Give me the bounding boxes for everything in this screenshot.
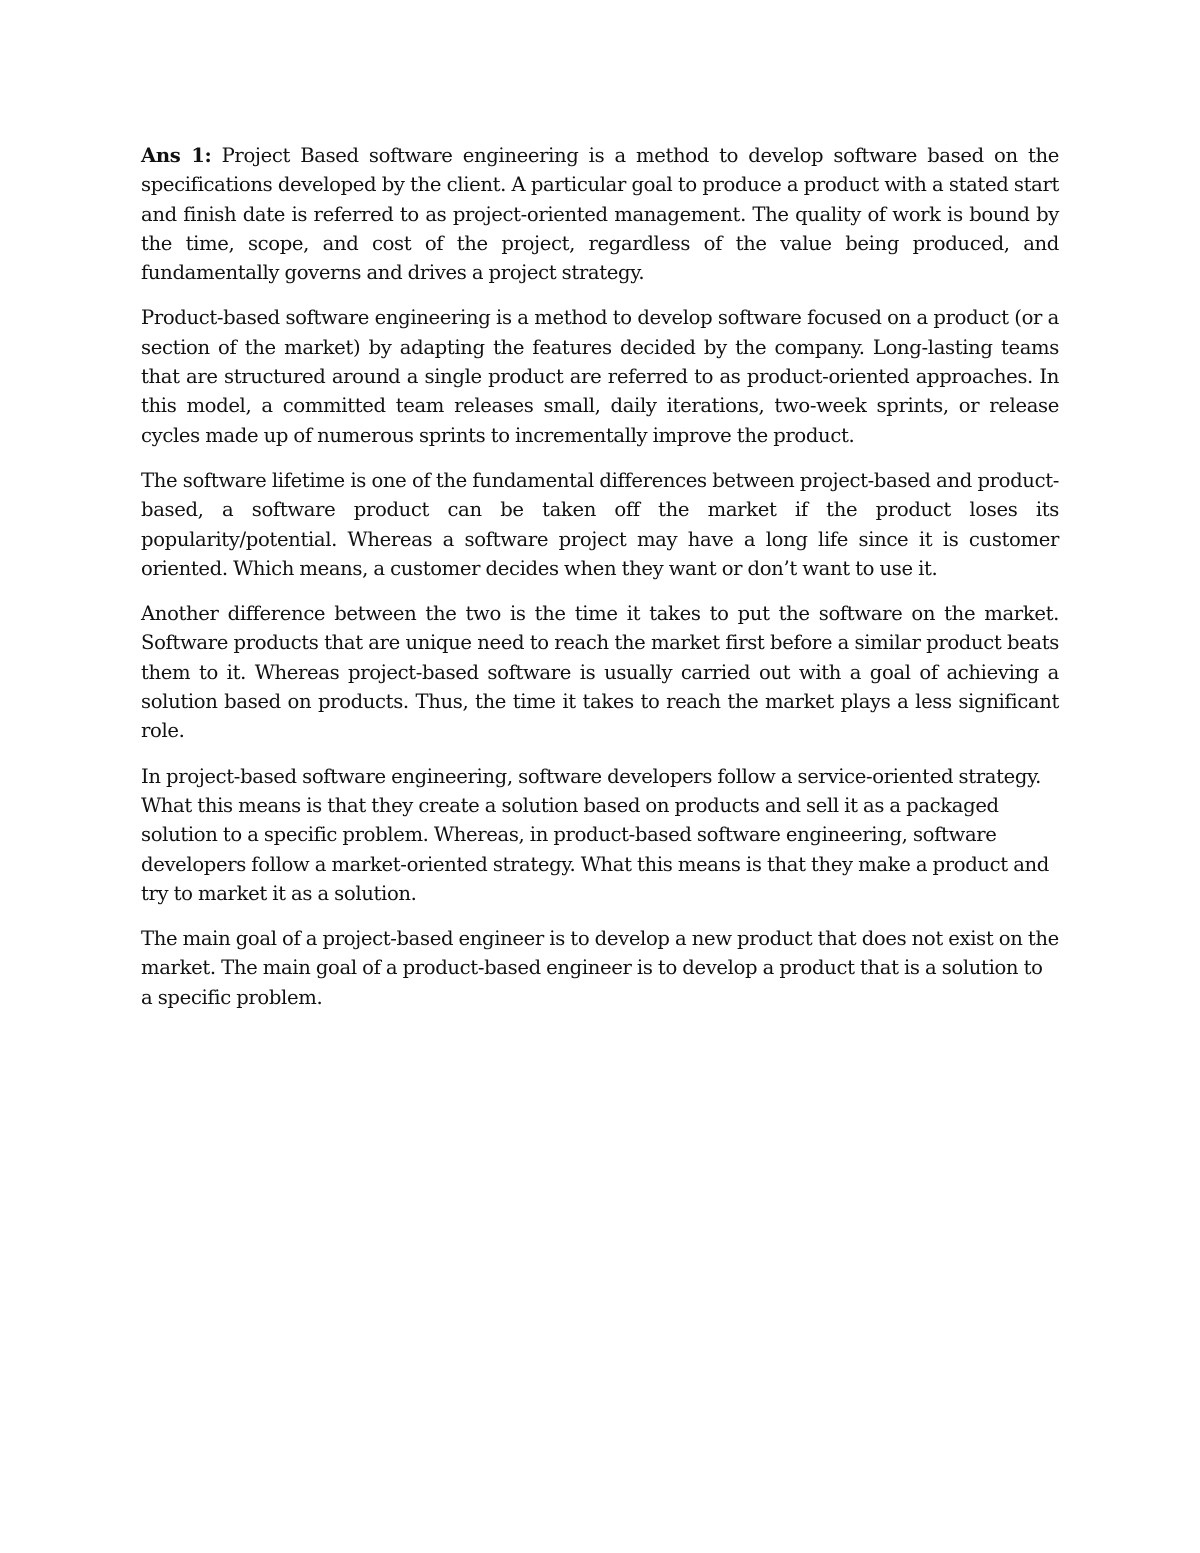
paragraph-2: Product-based software engineering is a method to develop software focused on a product (or a section of the market) by adapting the features decided by the company. Long-lasting teams that are structured around a single product are referred to as product-oriented approaches. In this model, a committed team releases small, daily iterations, two-week sprints, or release cycles made up of numerous sprints to incrementally improve the product. <box>141 306 1059 447</box>
paragraph-4: Another difference between the two is the time it takes to put the software on the market. Software products that are unique need to reach the market first before a similar product beats them to it. Whereas project-based software is usually carried out with a goal of achieving a solution based on products. Thus, the time it takes to reach the market plays a less significant role. <box>141 602 1059 743</box>
paragraph-3: The software lifetime is one of the fundamental differences between project-based and product-based, a software product can be taken off the market if the product loses its popularity/potential. Whereas a software project may have a long life since it is customer oriented. Which means, a customer decides when they want or don’t want to use it. <box>141 468 1059 580</box>
paragraph-5: In project-based software engineering, software developers follow a service-oriented strategy. What this means is that they create a solution based on products and sell it as a packaged solution to a specific problem. Whereas, in product-based software engineering, software developers follow a market-oriented strategy. What this means is that they make a product and try to market it as a solution. <box>141 764 1049 905</box>
answer-label: Ans 1: <box>141 144 212 167</box>
paragraph-1-text: Project Based software engineering is a method to develop software based on the specifications developed by the client. A particular goal to produce a product with a stated start and finish date is referred to as project-oriented management. The quality of work is bound by the time, scope, and cost of the project, regardless of the value being produced, and fundamentally governs and drives a project strategy. <box>141 144 1059 285</box>
document-body <box>141 141 1059 1028</box>
paragraph-1 <box>141 141 1059 287</box>
paragraph-6: The main goal of a project-based engineer is to develop a new product that does not exist on the market. The main goal of a product-based engineer is to develop a product that is a solution to a specific problem. <box>141 927 1059 1009</box>
